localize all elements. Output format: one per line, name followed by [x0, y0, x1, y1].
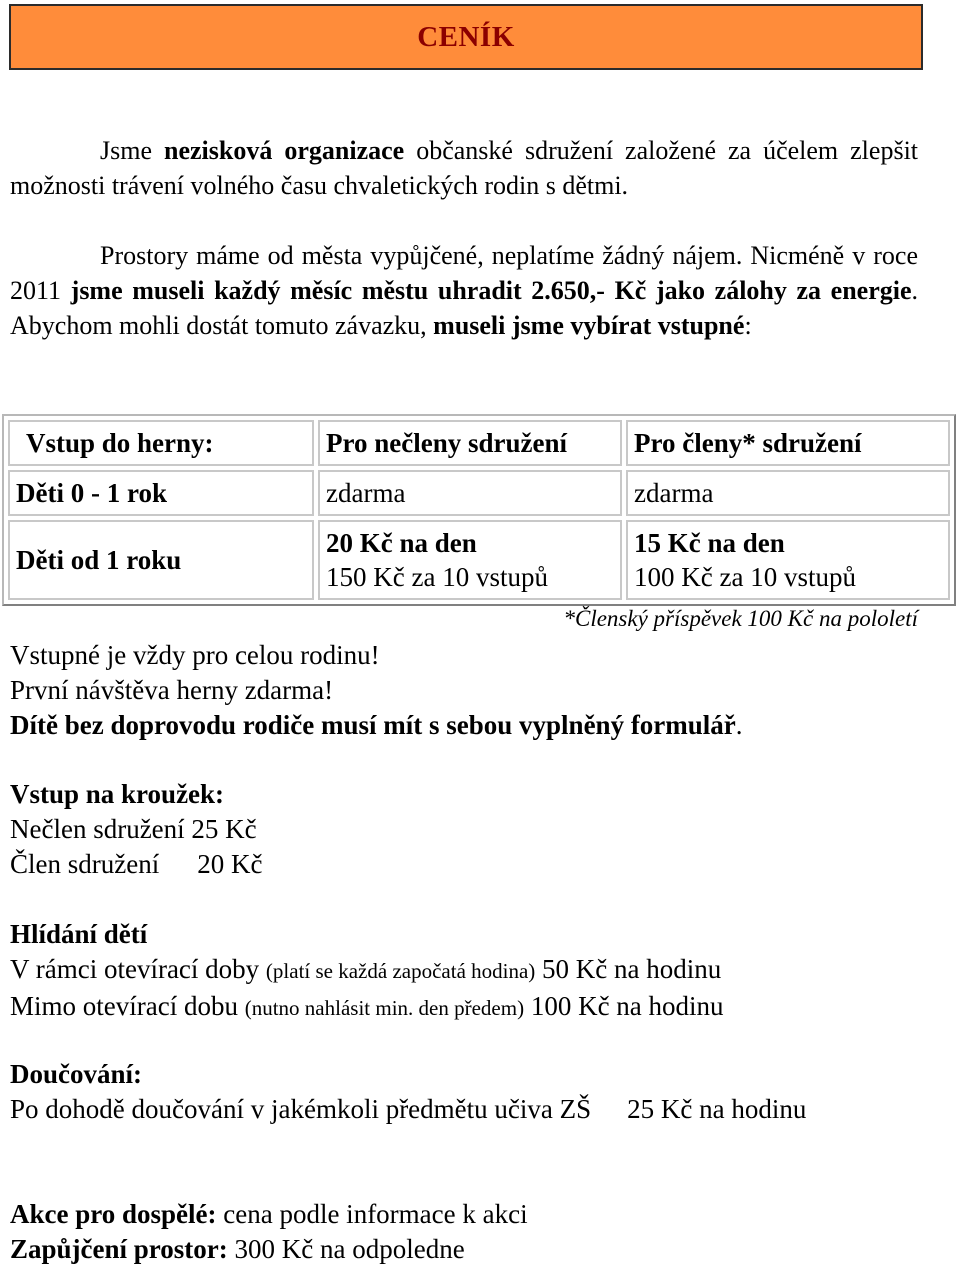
table-cell: zdarma — [626, 470, 950, 516]
table-header-row — [8, 420, 950, 466]
price-table — [2, 414, 956, 606]
intro-text: : — [744, 311, 752, 340]
section-heading: Hlídání dětí — [10, 919, 148, 949]
membership-footnote: *Členský příspěvek 100 Kč na pololetí — [563, 606, 918, 631]
price-per-day: 15 Kč na den — [634, 528, 785, 558]
babysitting-note: (platí se každá započatá hodina) — [265, 959, 536, 983]
note-line: První návštěva herny zdarma! — [10, 675, 334, 705]
table-cell: Děti od 1 roku — [8, 520, 314, 600]
intro-text: Jsme — [100, 136, 165, 165]
intro-text: Prostory máme od města vypůjčené, neplatíme žádný nájem. Nicméně v roce 2011 — [10, 241, 918, 305]
price-ten-entries: 100 Kč za 10 vstupů — [634, 562, 856, 592]
tutoring-text: Po dohodě doučování v jakémkoli předmětu učiva ZŠ — [10, 1094, 592, 1124]
babysitting-note: (nutno nahlásit min. den předem) — [244, 996, 525, 1020]
babysitting-section — [10, 917, 724, 1026]
babysitting-label: V rámci otevírací doby — [10, 954, 266, 984]
intro-paragraph-2 — [10, 238, 918, 343]
tutoring-line — [10, 1092, 806, 1127]
table-cell: zdarma — [318, 470, 622, 516]
table-header-cell: Pro členy* sdružení — [626, 420, 950, 466]
intro-bold: nezisková organizace — [164, 136, 405, 165]
course-label: Člen sdružení — [10, 849, 160, 879]
table-row — [8, 470, 950, 516]
intro-bold: jsme museli každý měsíc městu uhradit 2.650,- Kč jako zálohy za energie — [70, 276, 912, 305]
intro-text: . Abychom mohli dostát tomuto závazku, — [10, 276, 918, 340]
table-cell — [318, 520, 622, 600]
rent-text: 300 Kč na odpoledne — [227, 1234, 465, 1264]
price-per-day: 20 Kč na den — [326, 528, 477, 558]
adults-label: Akce pro dospělé: — [10, 1199, 217, 1229]
tutoring-price: 25 Kč na hodinu — [627, 1094, 807, 1124]
price-ten-entries: 150 Kč za 10 vstupů — [326, 562, 548, 592]
intro-text: občanské sdružení založené za účelem zlepšit možnosti trávení volného času chvaletických rodin s dětmi. — [10, 136, 919, 200]
table-row — [8, 520, 950, 600]
page-title: CENÍK — [417, 20, 515, 53]
course-price: 20 Kč — [197, 849, 263, 879]
babysitting-price: 50 Kč na hodinu — [535, 954, 722, 984]
note-end: . — [735, 710, 743, 740]
courses-section — [10, 777, 262, 882]
table-header-cell: Vstup do herny: — [8, 420, 314, 466]
table-cell — [626, 520, 950, 600]
note-line — [10, 708, 743, 743]
note-bold: Dítě bez doprovodu rodiče musí mít s sebou vyplněný formulář — [10, 710, 736, 740]
entry-notes — [10, 638, 743, 743]
other-section — [10, 1197, 528, 1267]
course-price-line: Nečlen sdružení 25 Kč — [10, 814, 257, 844]
title-banner — [9, 4, 923, 70]
table-cell: Děti 0 - 1 rok — [8, 470, 314, 516]
intro-bold: museli jsme vybírat vstupné — [433, 311, 745, 340]
note-line: Vstupné je vždy pro celou rodinu! — [10, 640, 380, 670]
babysitting-price: 100 Kč na hodinu — [524, 991, 724, 1021]
table-header-cell: Pro nečleny sdružení — [318, 420, 622, 466]
intro-paragraph-1 — [10, 133, 918, 203]
section-heading: Vstup na kroužek: — [10, 779, 225, 809]
course-price-line — [10, 847, 262, 882]
rent-line — [10, 1232, 528, 1267]
babysitting-label: Mimo otevírací dobu — [10, 991, 245, 1021]
babysitting-line — [10, 952, 724, 989]
adults-text: cena podle informace k akci — [216, 1199, 528, 1229]
adults-line — [10, 1197, 528, 1232]
tutoring-section — [10, 1057, 806, 1127]
babysitting-line — [10, 989, 724, 1026]
section-heading: Doučování: — [10, 1059, 143, 1089]
rent-label: Zapůjčení prostor: — [10, 1234, 228, 1264]
